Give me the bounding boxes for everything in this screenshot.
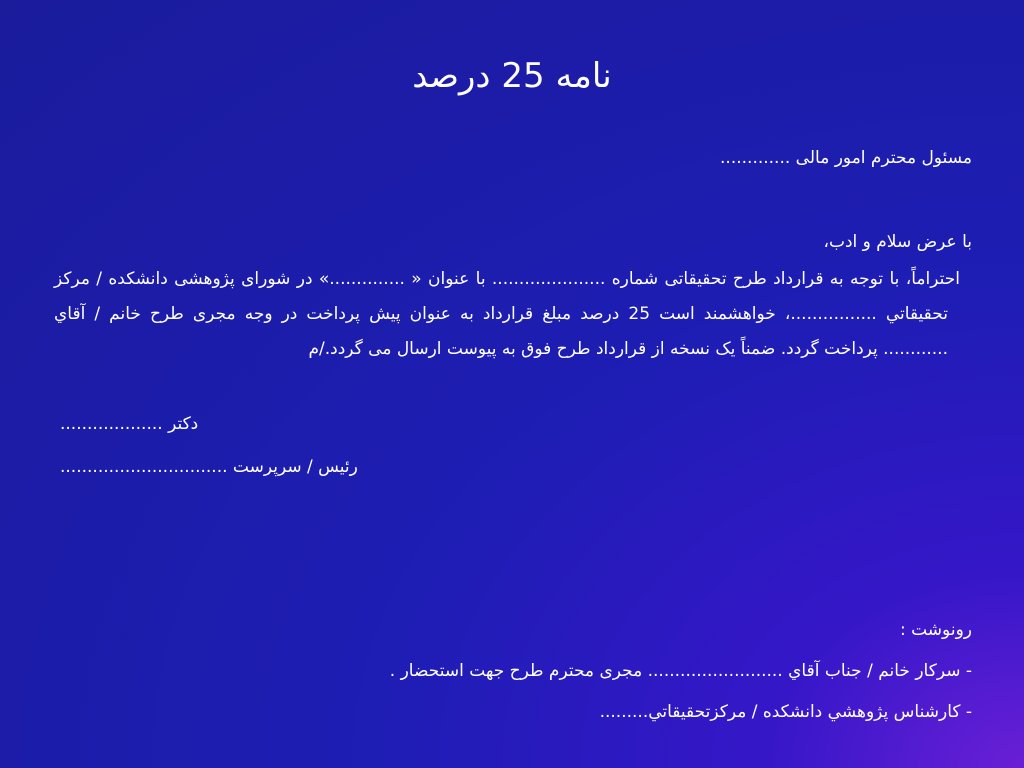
cc-item: - سرکار خانم / جناب آقاي ......................... مجری محترم طرح جهت استحضار . xyxy=(389,661,972,681)
signature-role: رئيس / سرپرست ............................... xyxy=(60,457,358,477)
cc-heading: رونوشت : xyxy=(899,620,972,640)
page-title: نامه 25 درصد xyxy=(412,56,612,96)
signature-doctor: دکتر ................... xyxy=(60,414,199,434)
recipient-line: مسئول محترم امور مالی ............. xyxy=(720,148,972,168)
body-paragraph: احتراماً، با توجه به قرارداد طرح تحقيقاتی شماره ..................... با عنوان « ..............» در شورای پژوهشی دانشکده / مرکز تحقيقاتي ................، خواهشمند است 25 درصد مبلغ قرارداد به عنوان پيش پرداخت در وجه مجری طرح خانم / آقاي ............ پرداخت گردد. ضمناً يک نسخه از قرارداد طرح فوق به پيوست ارسال می گردد./م xyxy=(54,269,960,359)
greeting-line: با عرض سلام و ادب، xyxy=(823,232,972,252)
cc-item: - کارشناس پژوهشي دانشکده / مرکزتحقيقاتي......... xyxy=(599,702,972,722)
